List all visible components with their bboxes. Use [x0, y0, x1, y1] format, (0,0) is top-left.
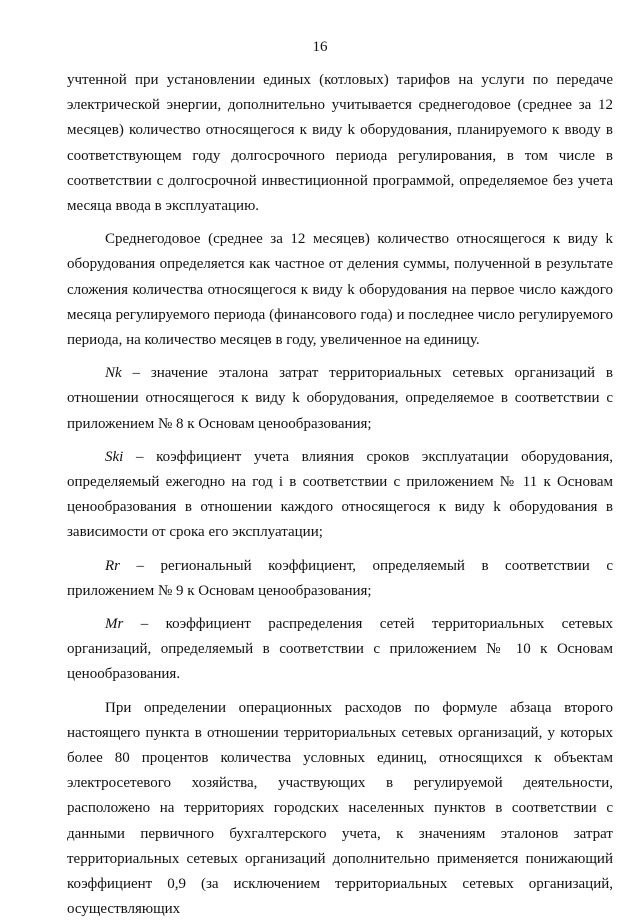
definition-text: – значение эталона затрат территориальных сетевых организаций в отношении относящегося к виду k оборудования, определяемое в соответствии с приложением № 8 к Основам ценообразования; — [67, 365, 613, 432]
paragraph-rr-definition — [67, 554, 613, 604]
definition-text: – коэффициент распределения сетей территориальных сетевых организаций, определяемый в соответствии с приложением № 10 к Основам ценообразования. — [67, 616, 613, 683]
paragraph-ski-definition — [67, 445, 613, 546]
page-number: 16 — [312, 39, 328, 55]
paragraph-average-annual: Среднегодовое (среднее за 12 месяцев) количество относящегося к виду k оборудования определяется как частное от деления суммы, полученной в результате сложения количества относящегося к виду k оборудования на первое число каждого месяца регулируемого периода (финансового года) и последнее число регулируемого периода, на количество месяцев в году, увеличенное на единицу. — [67, 231, 613, 349]
paragraph-continuation: учтенной при установлении единых (котловых) тарифов на услуги по передаче электрической энергии, дополнительно учитывается среднегодовое (среднее за 12 месяцев) количество относящегося к виду k оборудования, планируемого к вводу в соответствующем году долгосрочного периода регулирования, в том числе в соответствии с долгосрочной инвестиционной программой, определяемое без учета месяца ввода в эксплуатацию. — [67, 72, 613, 215]
paragraph-mr-definition — [67, 612, 613, 688]
paragraph-operational-expenses: При определении операционных расходов по формуле абзаца второго настоящего пункта в отношении территориальных сетевых организаций, у которых более 80 процентов количества условных единиц, относящихся к объектам электросетевого хозяйства, участвующих в регулируемой деятельности, расположено на территориях городских населенных пунктов в соответствии с данными первичного бухгалтерского учета, к значениям эталонов затрат территориальных сетевых организаций дополнительно применяется понижающий коэффициент 0,9 (за исключением территориальных сетевых организаций, осуществляющих — [67, 699, 613, 918]
symbol-nk: Nk — [105, 365, 122, 382]
definition-text: – коэффициент учета влияния сроков эксплуатации оборудования, определяемый ежегодно на год i в соответствии с приложением № 11 к Основам ценообразования в отношении каждого относящегося к виду k оборудования в зависимости от срока его эксплуатации; — [67, 448, 613, 541]
document-body — [67, 68, 613, 923]
paragraph-nk-definition — [67, 361, 613, 437]
symbol-ski: Ski — [105, 448, 124, 465]
definition-text: – региональный коэффициент, определяемый в соответствии с приложением № 9 к Основам ценообразования; — [67, 557, 613, 599]
symbol-rr: Rr — [105, 557, 120, 574]
symbol-mr: Mr — [105, 616, 124, 633]
